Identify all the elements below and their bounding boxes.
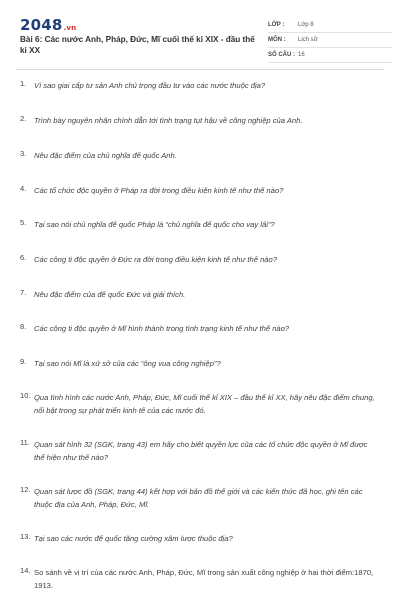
question-item xyxy=(20,184,380,197)
question-text: Trình bày nguyên nhân chính dẫn tới tình trạng tụt hậu về công nghiệp của Anh. xyxy=(34,116,303,125)
question-number: 13. xyxy=(20,532,31,541)
question-number: 14. xyxy=(20,566,31,575)
question-item xyxy=(20,114,380,127)
question-number: 7. xyxy=(20,288,27,297)
question-text: Các công ti độc quyền ở Mĩ hình thành trong tình trạng kinh tế như thế nào? xyxy=(34,324,290,333)
question-item xyxy=(20,149,380,162)
question-number: 9. xyxy=(20,357,27,366)
worksheet-header xyxy=(16,14,384,70)
question-item xyxy=(20,322,380,335)
question-text: Tại sao nói chủ nghĩa đế quốc Pháp là “chủ nghĩa đế quốc cho vay lãi”? xyxy=(34,220,275,229)
question-number: 1. xyxy=(20,79,27,88)
site-logo[interactable] xyxy=(20,16,76,34)
meta-mon-label: MÔN : xyxy=(268,37,286,43)
question-item xyxy=(20,391,380,417)
question-item xyxy=(20,532,380,545)
question-text: Quan sát hình 32 (SGK, trang 43) em hãy cho biết quyền lực của các tổ chức độc quyền ở Mĩ được thể hiện như thế nào? xyxy=(34,440,368,462)
question-item xyxy=(20,566,380,592)
logo-main: 2048 xyxy=(20,16,63,34)
question-text: So sánh về vị trí của các nước Anh, Pháp, Đức, Mĩ trong sản xuất công nghiệp ở hai thời điểm:1870, 1913. xyxy=(34,568,374,590)
question-text: Vì sao giai cấp tư sản Anh chú trọng đầu tư vào các nước thuộc địa? xyxy=(34,81,266,90)
meta-mon-value: Lịch sử xyxy=(298,37,318,43)
question-text: Nêu đặc điểm của đế quốc Đức và giải thích. xyxy=(34,290,186,299)
question-number: 8. xyxy=(20,322,27,331)
question-item xyxy=(20,79,380,92)
question-number: 10. xyxy=(20,391,31,400)
question-number: 2. xyxy=(20,114,27,123)
question-number: 11. xyxy=(20,438,30,447)
question-number: 3. xyxy=(20,149,27,158)
meta-row-lop xyxy=(268,18,392,33)
question-item xyxy=(20,253,380,266)
logo-suffix: .vn xyxy=(63,24,77,32)
question-number: 5. xyxy=(20,218,27,227)
question-text: Quan sát lược đồ (SGK, trang 44) kết hợp với bản đồ thế giới và các kiến thức đã học, ghi tên các thuộc địa của Anh, Pháp, Đức, Mĩ. xyxy=(34,487,363,509)
page-title: Bài 6: Các nước Anh, Pháp, Đức, Mĩ cuối thế kỉ XIX - đầu thế kỉ XX xyxy=(20,35,255,55)
question-number: 4. xyxy=(20,184,27,193)
question-number: 6. xyxy=(20,253,27,262)
question-item xyxy=(20,438,380,464)
meta-lop-label: LỚP : xyxy=(268,22,285,28)
meta-row-mon xyxy=(268,33,392,48)
question-item xyxy=(20,485,380,511)
question-text: Tại sao các nước đế quốc tăng cường xâm lược thuộc địa? xyxy=(34,534,233,543)
question-text: Các tổ chức độc quyền ở Pháp ra đời trong điều kiện kinh tế như thế nào? xyxy=(34,186,284,195)
meta-socau-value: 16 xyxy=(298,52,305,58)
meta-table xyxy=(268,18,392,63)
question-item xyxy=(20,288,380,301)
question-item xyxy=(20,357,380,370)
question-number: 12. xyxy=(20,485,31,494)
question-text: Tại sao nói Mĩ là xứ sở của các “ông vua công nghiệp”? xyxy=(34,359,221,368)
meta-lop-value: Lớp 8 xyxy=(298,22,314,28)
meta-socau-label: SỐ CÂU : xyxy=(268,52,295,58)
meta-row-socau xyxy=(268,48,392,63)
question-text: Nêu đặc điểm của chủ nghĩa đế quốc Anh. xyxy=(34,151,177,160)
question-text: Qua tình hình các nước Anh, Pháp, Đức, Mĩ cuối thế kỉ XIX – đầu thế kỉ XX, hãy nêu đặc điểm chung, nổi bật trong sự phát triển kinh tế của các nước đó. xyxy=(34,393,375,415)
question-item xyxy=(20,218,380,231)
question-text: Các công ti độc quyền ở Đức ra đời trong điều kiện kinh tế như thế nào? xyxy=(34,255,277,264)
